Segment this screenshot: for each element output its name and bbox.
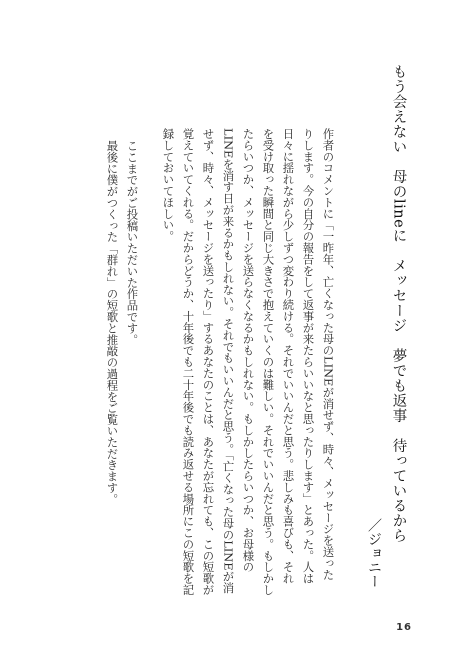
comment-line: 日々に揺れながら少しずつ変わり続ける。それでいいんだと思う。悲しみも喜びも、それ [281, 128, 296, 584]
intro-line: ここまでがご投稿いただいた作品です。 [125, 140, 140, 346]
tanka-line-1: もう会えない 母のlineに メッセージ 夢でも返事 待っているから [390, 64, 407, 544]
comment-line: 録しておいてほしい。 [161, 128, 176, 242]
comment-line: 作者のコメントに「一昨年、亡くなった母のLINEが消せず、時々、メッセージを送った [321, 128, 336, 581]
comment-line: たらいつか、メッセージを送らなくなるかもしれない。もしかしたらいつか、お母様の [241, 128, 256, 573]
page-number: 16 [396, 622, 412, 633]
comment-line: りします。今の自分の報告をして返事が来たらいいなと思ったりします」とあった。人は [301, 128, 316, 584]
tanka-author: ／ジョニー [366, 518, 382, 588]
comment-line: を受け取った瞬間と同じ大きさで抱えていくのは難しい。それでいいんだと思う。もしかし [261, 128, 276, 596]
comment-line: LINEを消す日が来るかもしれない。それでもいいんだと思う。「亡くなった母のLINEが消 [221, 128, 236, 594]
comment-line: せず、時々、メッセージを送ったり」するあなたのことは、あなたが忘れても、この短歌が [201, 128, 216, 596]
intro-line: 最後に僕がつくった「群れ」の短歌と推敲の過程をご覧いただきます。 [105, 140, 120, 505]
comment-line: 覚えていてくれる。だからどうか、十年後でも二十年後でも読み返せる場所にこの短歌を記 [181, 128, 196, 596]
